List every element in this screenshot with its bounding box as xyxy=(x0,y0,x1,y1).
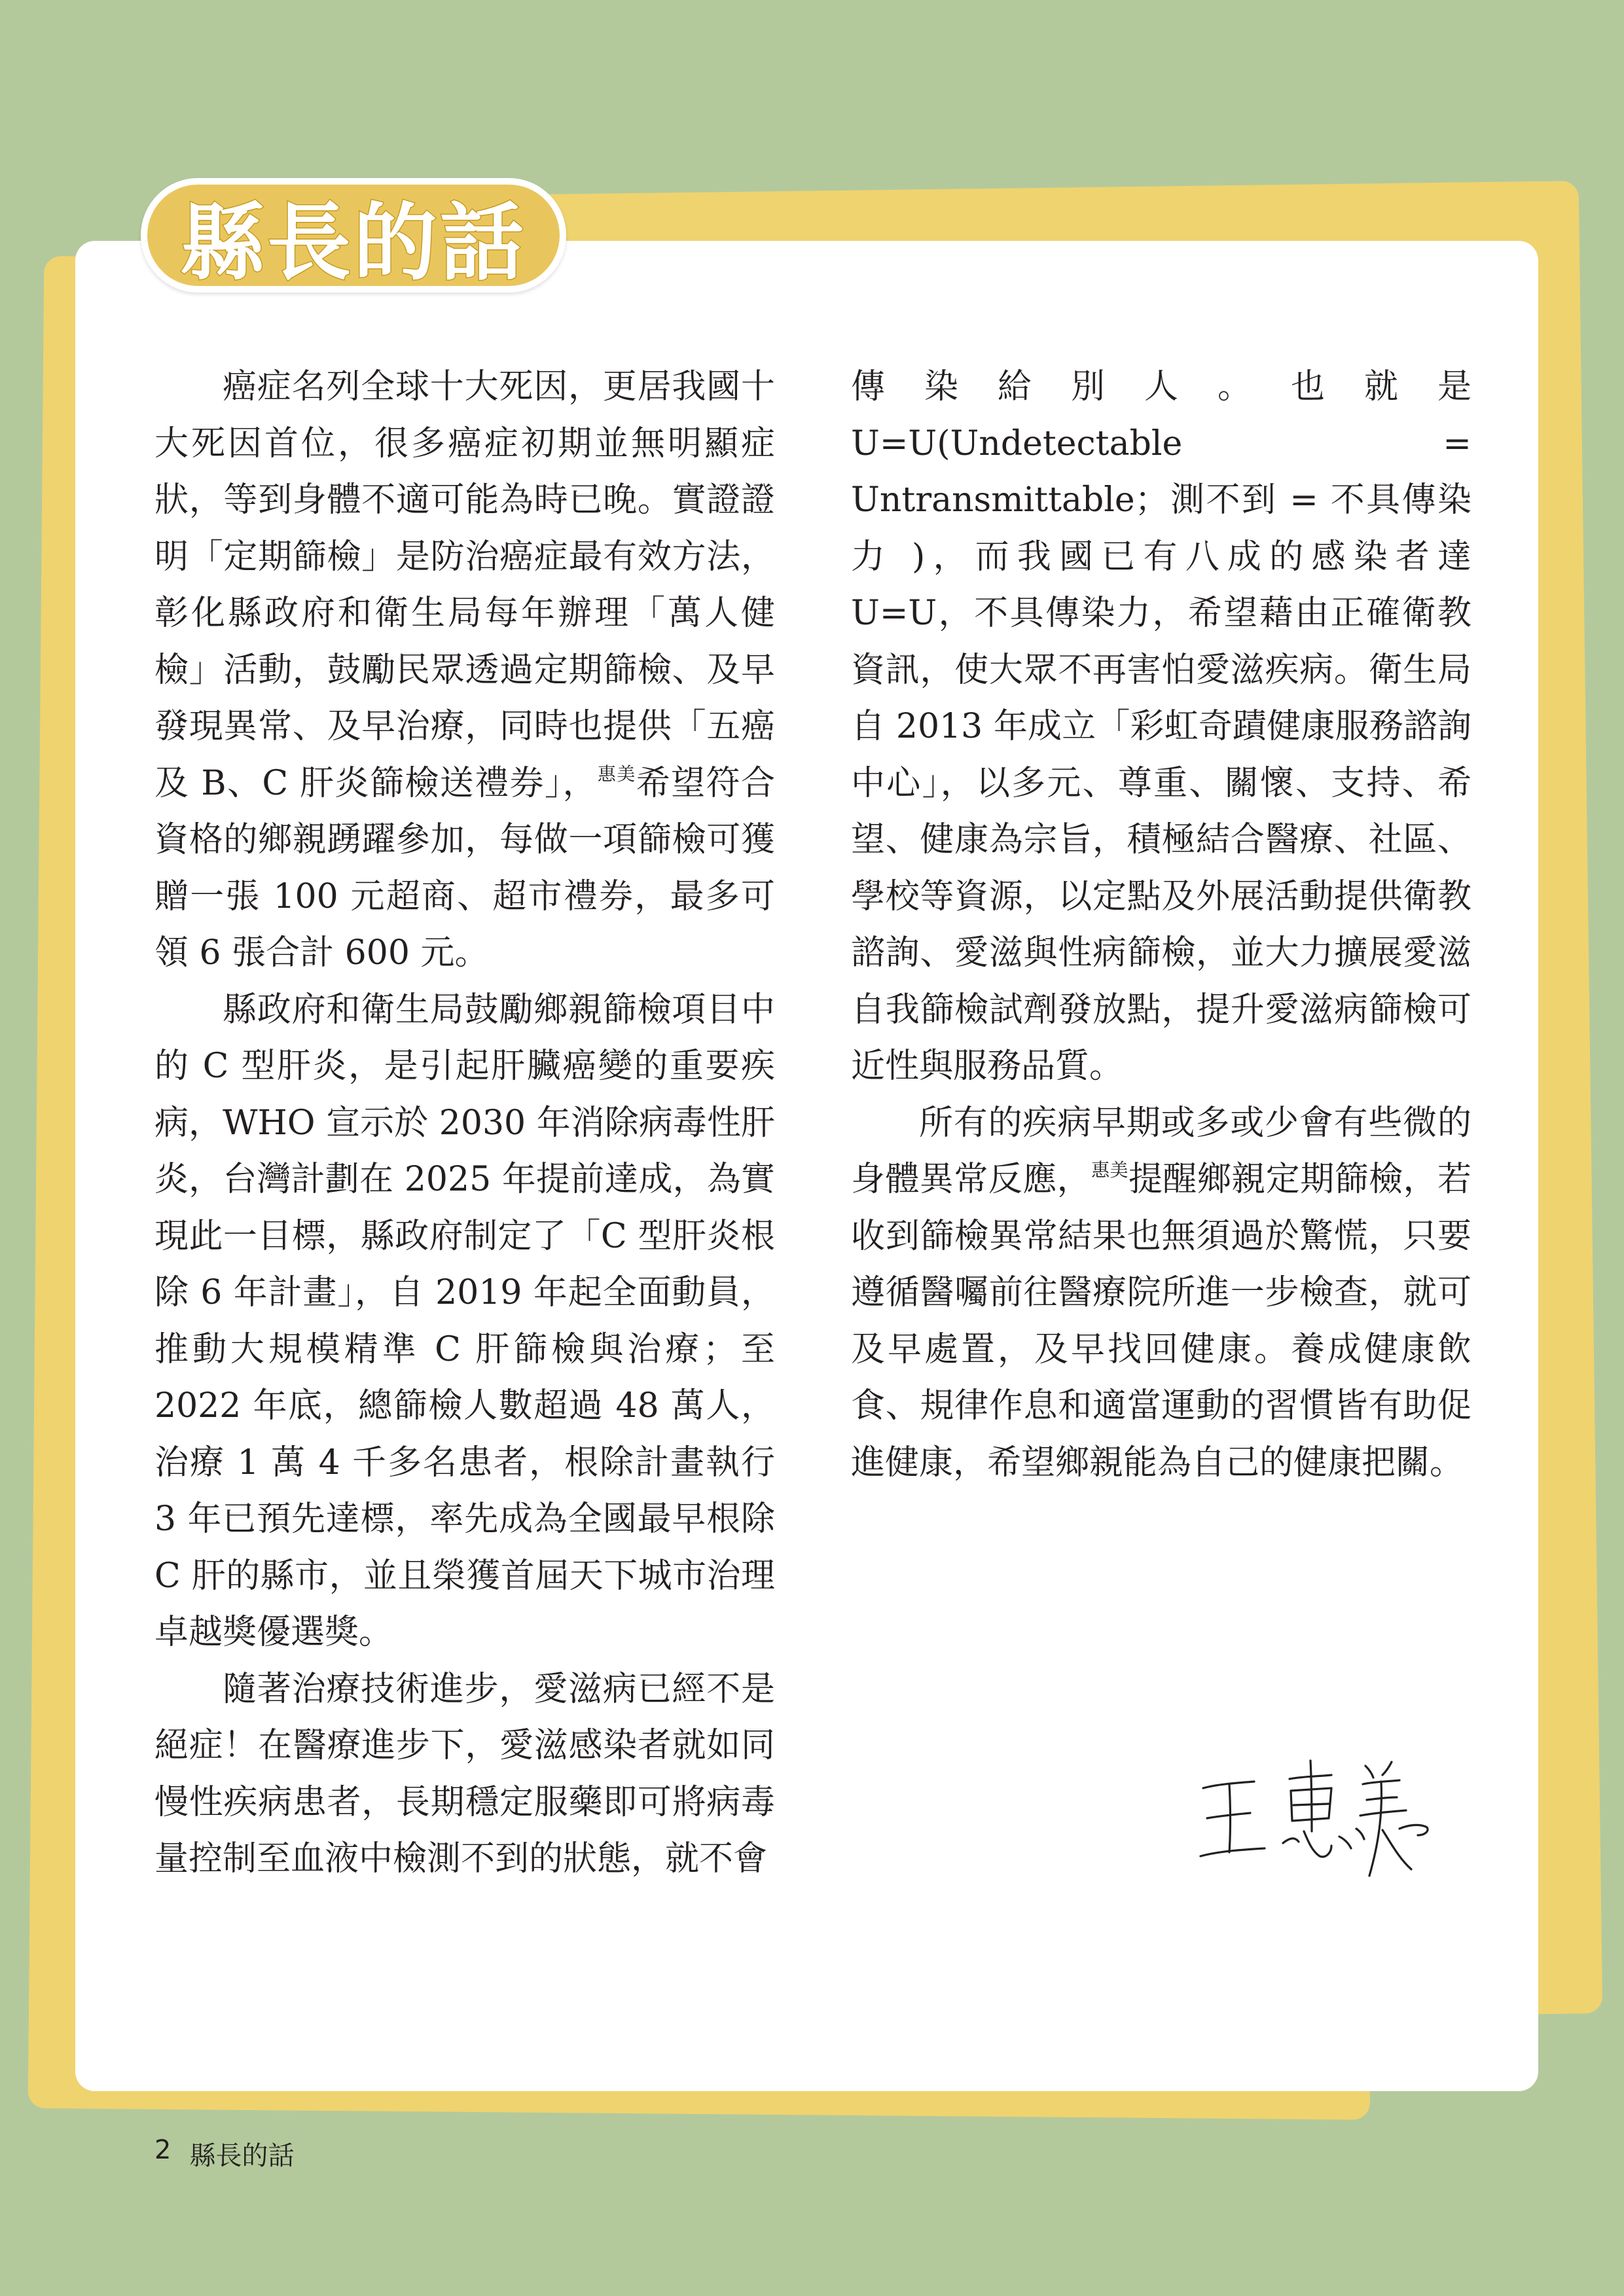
paragraph-cancer-screening xyxy=(154,359,775,982)
handwritten-signature xyxy=(1191,1748,1440,1892)
article-left-column xyxy=(154,359,775,1888)
article-right-column xyxy=(851,359,1471,1491)
paragraph-hepatitis-c: 縣政府和衛生局鼓勵鄉親篩檢項目中的 C 型肝炎，是引起肝臟癌變的重要疾病，WHO 宣示於 2030 年消除病毒性肝炎，台灣計劃在 2025 年提前達成，為實現此一目標，縣政府制定了「C 型肝炎根除 6 年計畫」，自 2019 年起全面動員，推動大規模精準 C 肝篩檢與治療；至 2022 年底，總篩檢人數超過 48 萬人，治療 1 萬 4 千多名患者，根除計畫執行 3 年已預先達標，率先成為全國最早根除 C 肝的縣市，並且榮獲首屆天下城市治理卓越獎優選獎。 xyxy=(154,990,775,1652)
paragraph-text: 提醒鄉親定期篩檢，若收到篩檢異常結果也無須過於驚慌，只要遵循醫囑前往醫療院所進一步檢查，就可及早處置，及早找回健康。養成健康飲食、規律作息和適當運動的習慣皆有助促進健康，希望鄉親能為自己的健康把關。 xyxy=(851,1160,1471,1482)
paragraph-hiv: 隨著治療技術進步，愛滋病已經不是絕症！在醫療進步下，愛滋感染者就如同慢性疾病患者，長期穩定服藥即可將病毒量控制至血液中檢測不到的狀態，就不會 xyxy=(154,1669,775,1878)
title-badge xyxy=(141,178,566,293)
paragraph-text: 癌症名列全球十大死因，更居我國十大死因首位，很多癌症初期並無明顯症狀，等到身體不適可能為時已晚。實證證明「定期篩檢」是防治癌症最有效方法，彰化縣政府和衛生局每年辦理「萬人健檢」活動，鼓勵民眾透過定期篩檢、及早發現異常、及早治療，同時也提供「五癌及 B、C 肝炎篩檢送禮券」， xyxy=(154,367,775,803)
honorific-name: 惠美 xyxy=(597,762,636,785)
paragraph-text: 希望符合資格的鄉親踴躍參加，每做一項篩檢可獲贈一張 100 元超商、超市禮券，最多可領 6 張合計 600 元。 xyxy=(154,763,775,973)
page-footer xyxy=(154,2135,294,2172)
page-number: 2 xyxy=(154,2135,171,2165)
paragraph-u-equals-u: 傳染給別人。也就是 U=U(Undetectable = Untransmittable；測不到 = 不具傳染力 )，而我國已有八成的感染者達 U=U，不具傳染力，希望藉由正確衛教資訊，使大眾不再害怕愛滋疾病。衛生局自 2013 年成立「彩虹奇蹟健康服務諮詢中心」，以多元、尊重、關懷、支持、希望、健康為宗旨，積極結合醫療、社區、學校等資源，以定點及外展活動提供衛教諮詢、愛滋與性病篩檢，並大力擴展愛滋自我篩檢試劑發放點，提升愛滋病篩檢可近性與服務品質。 xyxy=(851,367,1471,1086)
page-title: 縣長的話 xyxy=(180,194,526,292)
footer-section-title: 縣長的話 xyxy=(189,2141,295,2171)
honorific-name: 惠美 xyxy=(1091,1159,1128,1181)
paragraph-closing xyxy=(851,1095,1471,1492)
paragraph-text: 所有的疾病早期或多或少會有些微的身體異常反應， xyxy=(851,1103,1471,1199)
